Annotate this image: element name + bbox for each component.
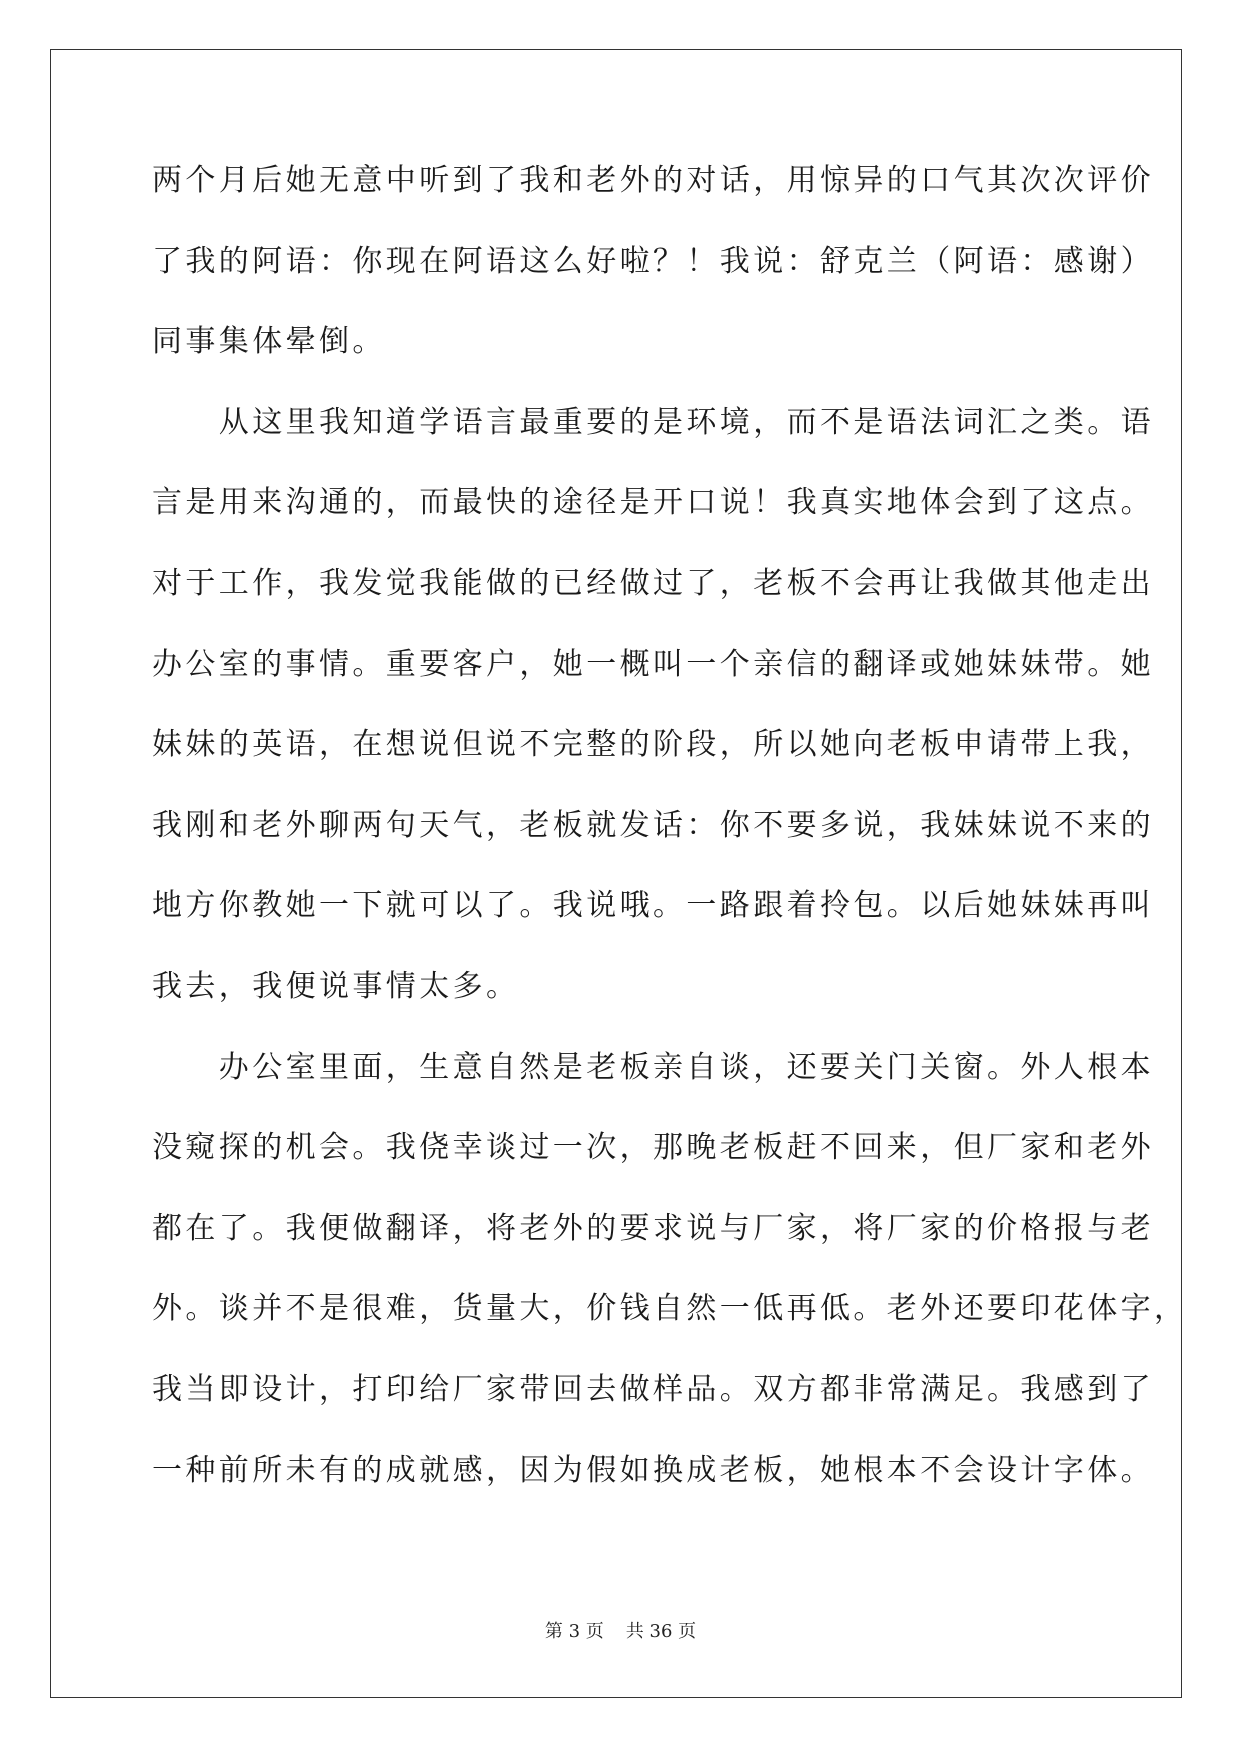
text-line: 办公室里面，生意自然是老板亲自谈，还要关门关窗。外人根本 bbox=[152, 1049, 1154, 1085]
text-line: 一种前所未有的成就感，因为假如换成老板，她根本不会设计字体。 bbox=[152, 1452, 1154, 1488]
text-line: 妹妹的英语，在想说但说不完整的阶段，所以她向老板申请带上我， bbox=[152, 727, 1154, 763]
text-line: 我当即设计，打印给厂家带回去做样品。双方都非常满足。我感到了 bbox=[152, 1371, 1154, 1407]
text-line: 地方你教她一下就可以了。我说哦。一路跟着拎包。以后她妹妹再叫 bbox=[152, 888, 1154, 924]
text-line: 了我的阿语：你现在阿语这么好啦？！我说：舒克兰（阿语：感谢） bbox=[152, 243, 1154, 279]
text-line: 对于工作，我发觉我能做的已经做过了，老板不会再让我做其他走出 bbox=[152, 565, 1154, 601]
text-line: 言是用来沟通的，而最快的途径是开口说！我真实地体会到了这点。 bbox=[152, 485, 1154, 521]
document-body bbox=[152, 160, 1188, 1530]
text-line: 同事集体晕倒。 bbox=[152, 324, 386, 360]
text-line: 两个月后她无意中听到了我和老外的对话，用惊异的口气其次次评价 bbox=[152, 163, 1154, 198]
text-line: 没窥探的机会。我侥幸谈过一次，那晚老板赶不回来，但厂家和老外 bbox=[152, 1130, 1154, 1166]
page-number: 第 3 页 bbox=[544, 1621, 604, 1642]
page-footer bbox=[0, 1617, 1241, 1643]
text-line: 办公室的事情。重要客户，她一概叫一个亲信的翻译或她妹妹带。她 bbox=[152, 646, 1154, 682]
page-total: 共 36 页 bbox=[625, 1621, 697, 1642]
text-line: 我去，我便说事情太多。 bbox=[152, 968, 520, 1004]
text-line: 从这里我知道学语言最重要的是环境，而不是语法词汇之类。语 bbox=[152, 404, 1154, 440]
text-line: 外。谈并不是很难，货量大，价钱自然一低再低。老外还要印花体字， bbox=[152, 1291, 1188, 1327]
text-line: 都在了。我便做翻译，将老外的要求说与厂家，将厂家的价格报与老 bbox=[152, 1210, 1154, 1246]
text-line: 我刚和老外聊两句天气，老板就发话：你不要多说，我妹妹说不来的 bbox=[152, 807, 1154, 843]
